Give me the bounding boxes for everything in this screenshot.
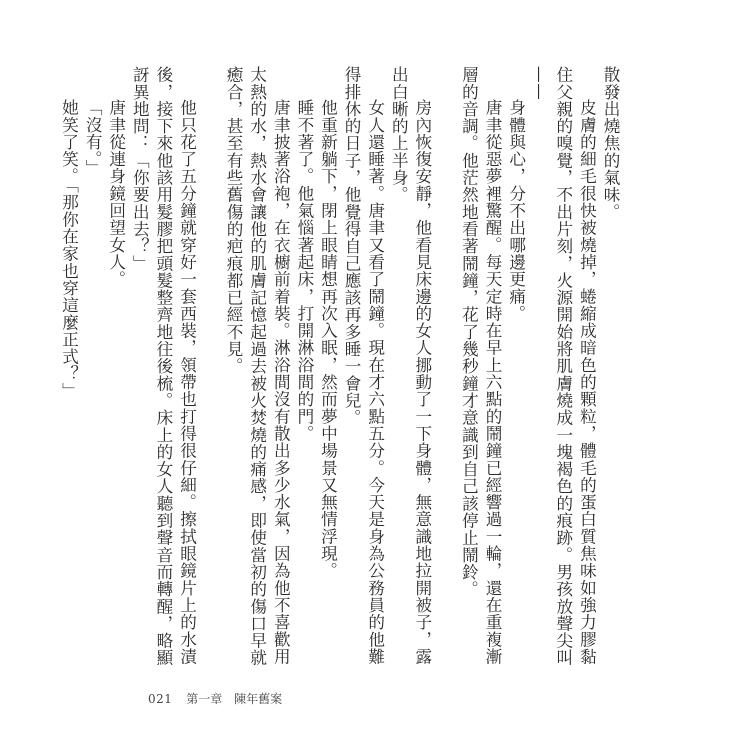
paragraph: 他只花了五分鐘就穿好一套西裝，領帶也打得很仔細。擦拭眼鏡片上的水漬後，接下來他該用髮膠把頭髮整齊地往後梳。床上的女人聽到聲音而轉醒，略顯訝異地問：「你要出去？」 — [130, 66, 197, 667]
paragraph: 皮膚的細毛很快被燒掉，蜷縮成暗色的顆粒，體毛的蛋白質焦味如強力膠黏住父親的嗅覺，不出片刻，火源開始將肌膚燒成一塊褐色的痕跡。男孩放聲尖叫—— — [530, 66, 597, 667]
page-number: 021 — [148, 692, 173, 706]
paragraph: 睡不著了。他氣惱著起床，打開淋浴間的門。 — [294, 99, 314, 443]
paragraph: 她笑了笑。「那你在家也穿這麼正式？」 — [59, 99, 79, 400]
vertical-text-block — [59, 66, 622, 678]
paragraph: 散發出燒焦的氣味。 — [601, 66, 620, 221]
chapter-title: 陳年舊案 — [234, 692, 283, 706]
paragraph: 女人還睡著。唐聿又看了鬧鐘。現在才六點五分。今天是身為公務員的他難得排休的日子，他覺得自己應該再多睡一會兒。 — [342, 66, 385, 666]
paragraph: 「沒有。」 — [83, 99, 103, 177]
paragraph: 他重新躺下，閉上眼睛想再次入眠，然而夢中場景又無情浮現。 — [318, 99, 338, 580]
paragraph: 唐聿從惡夢裡驚醒。每天定時在早上六點的鬧鐘已經響過一輪，還在重複漸層的音調。他茫然地看著鬧鐘，花了幾秒鐘才意識到自己該停止鬧鈴。 — [459, 66, 503, 666]
paragraph: 身體與心，分不出哪邊更痛。 — [506, 99, 526, 323]
paragraph: 房內恢復安靜，他看見床邊的女人挪動了一下身體，無意識地拉開被子，露出白晰的上半身。 — [389, 66, 432, 666]
page-footer — [148, 690, 282, 707]
chapter-label: 第一章 — [186, 692, 223, 706]
paragraph: 唐聿從連身鏡回望女人。 — [106, 99, 126, 288]
paragraph: 唐聿披著浴袍，在衣櫥前着裝。淋浴間沒有散出多少水氣，因為他不喜歡用太熱的水，熱水會讓他的肌膚記憶起過去被火焚燒的痛感，即使當初的傷口早就癒合，甚至有些舊傷的疤痕都已經不見。 — [224, 66, 291, 667]
